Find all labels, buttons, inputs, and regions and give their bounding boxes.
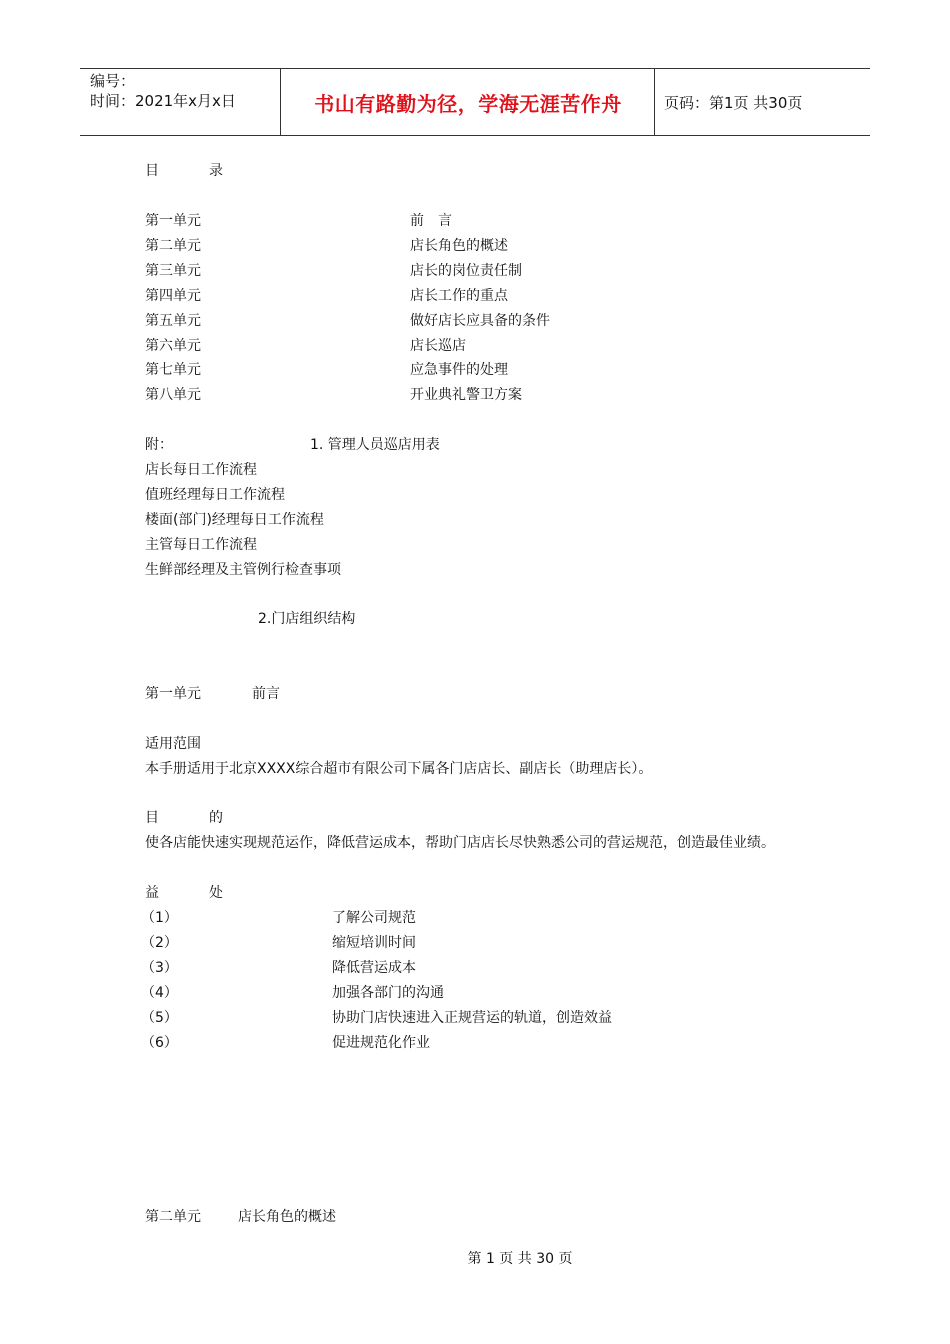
header-motto-cell	[282, 69, 654, 135]
scope-text: 本手册适用于北京XXXX综合超市有限公司下属各门店店长、副店长（助理店长）。	[145, 761, 653, 777]
toc-title-a: 目	[145, 163, 159, 179]
toc-entry-title: 应急事件的处理	[410, 362, 508, 378]
toc-unit: 第六单元	[145, 338, 201, 354]
header-number-label: 编号：	[90, 72, 136, 90]
toc-unit: 第二单元	[145, 238, 201, 254]
toc-unit: 第四单元	[145, 288, 201, 304]
appendix-line: 店长每日工作流程	[145, 462, 257, 478]
unit2-label: 第二单元	[145, 1209, 201, 1225]
toc-unit: 第三单元	[145, 263, 201, 279]
appendix-label: 附：	[145, 437, 173, 453]
toc-unit: 第八单元	[145, 387, 201, 403]
benefit-number: （2）	[141, 935, 178, 951]
benefit-text: 加强各部门的沟通	[332, 985, 444, 1001]
page-footer: 第 1 页 共 30 页	[467, 1251, 573, 1267]
toc-unit: 第七单元	[145, 362, 201, 378]
appendix-line: 楼面(部门)经理每日工作流程	[145, 512, 324, 528]
toc-entry-title: 店长的岗位责任制	[410, 263, 522, 279]
header-time-label: 时间：2021年x月x日	[90, 92, 236, 110]
benefit-number: （4）	[141, 985, 178, 1001]
unit1-title: 前言	[252, 686, 280, 702]
unit1-label: 第一单元	[145, 686, 201, 702]
appendix-line: 值班经理每日工作流程	[145, 487, 285, 503]
header-divider	[654, 69, 655, 135]
toc-unit: 第五单元	[145, 313, 201, 329]
header-page-info: 页码：第1页 共30页	[664, 93, 803, 112]
unit2-title: 店长角色的概述	[238, 1209, 336, 1225]
appendix-line: 主管每日工作流程	[145, 537, 257, 553]
appendix-line: 生鲜部经理及主管例行检查事项	[145, 562, 341, 578]
scope-heading: 适用范围	[145, 736, 201, 752]
purpose-heading-b: 的	[209, 810, 223, 826]
benefit-number: （1）	[141, 910, 178, 926]
benefit-number: （3）	[141, 960, 178, 976]
toc-entry-title: 做好店长应具备的条件	[410, 313, 550, 329]
toc-unit: 第一单元	[145, 213, 201, 229]
benefit-heading-b: 处	[209, 885, 223, 901]
benefit-text: 协助门店快速进入正规营运的轨道，创造效益	[332, 1010, 612, 1026]
header-motto: 书山有路勤为径，学海无涯苦作舟	[314, 91, 622, 116]
toc-title-b: 录	[209, 163, 223, 179]
header-info	[90, 69, 280, 135]
toc-entry-title: 店长巡店	[410, 338, 466, 354]
purpose-heading-a: 目	[145, 810, 159, 826]
toc-entry-title: 开业典礼警卫方案	[410, 387, 522, 403]
toc-entry-title: 前 言	[410, 213, 452, 229]
benefit-text: 缩短培训时间	[332, 935, 416, 951]
header-divider	[280, 69, 281, 135]
toc-entry-title: 店长工作的重点	[410, 288, 508, 304]
appendix-item-1: 1. 管理人员巡店用表	[310, 437, 440, 453]
benefit-text: 促进规范化作业	[332, 1035, 430, 1051]
benefit-number: （5）	[141, 1010, 178, 1026]
benefit-heading-a: 益	[145, 885, 159, 901]
benefit-text: 了解公司规范	[332, 910, 416, 926]
benefit-text: 降低营运成本	[332, 960, 416, 976]
purpose-text: 使各店能快速实现规范运作，降低营运成本，帮助门店店长尽快熟悉公司的营运规范，创造最佳业绩。	[145, 835, 775, 851]
benefit-number: （6）	[141, 1035, 178, 1051]
toc-entry-title: 店长角色的概述	[410, 238, 508, 254]
page-header	[80, 68, 870, 136]
appendix-item-2: 2.门店组织结构	[258, 611, 356, 627]
